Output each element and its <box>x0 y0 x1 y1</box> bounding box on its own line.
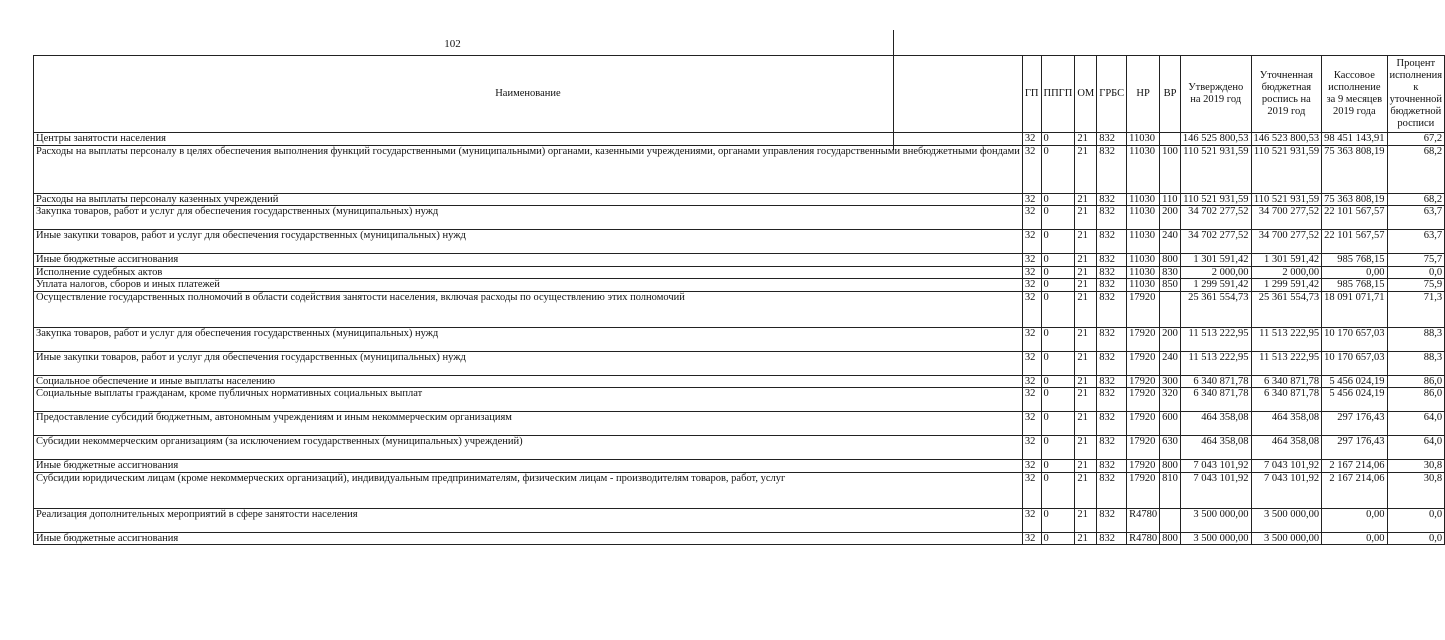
row-gp: 32 <box>1022 460 1041 473</box>
row-nr: 17920 <box>1127 460 1160 473</box>
row-name: Иные бюджетные ассигнования <box>34 254 1023 267</box>
row-approved: 7 043 101,92 <box>1180 460 1251 473</box>
row-nr: 17920 <box>1127 375 1160 388</box>
row-grbs: 832 <box>1097 327 1127 351</box>
row-om: 21 <box>1075 436 1097 460</box>
row-nr: 11030 <box>1127 206 1160 230</box>
row-grbs: 832 <box>1097 375 1127 388</box>
row-percent: 67,2 <box>1387 133 1445 146</box>
row-cash: 18 091 071,71 <box>1322 291 1387 327</box>
row-percent: 86,0 <box>1387 388 1445 412</box>
row-cash: 75 363 808,19 <box>1322 193 1387 206</box>
row-approved: 34 702 277,52 <box>1180 206 1251 230</box>
row-vr: 600 <box>1160 412 1181 436</box>
row-name: Уплата налогов, сборов и иных платежей <box>34 279 1023 292</box>
row-om: 21 <box>1075 460 1097 473</box>
row-vr: 320 <box>1160 388 1181 412</box>
row-vr: 240 <box>1160 230 1181 254</box>
row-nr: 11030 <box>1127 193 1160 206</box>
row-gp: 32 <box>1022 375 1041 388</box>
row-gp: 32 <box>1022 133 1041 146</box>
row-grbs: 832 <box>1097 279 1127 292</box>
row-om: 21 <box>1075 254 1097 267</box>
row-gp: 32 <box>1022 230 1041 254</box>
row-percent: 30,8 <box>1387 472 1445 508</box>
row-refined: 34 700 277,52 <box>1251 206 1322 230</box>
row-cash: 75 363 808,19 <box>1322 145 1387 193</box>
row-refined: 7 043 101,92 <box>1251 460 1322 473</box>
row-cash: 0,00 <box>1322 532 1387 545</box>
row-cash: 5 456 024,19 <box>1322 388 1387 412</box>
row-cash: 10 170 657,03 <box>1322 351 1387 375</box>
row-vr: 240 <box>1160 351 1181 375</box>
row-cash: 10 170 657,03 <box>1322 327 1387 351</box>
row-om: 21 <box>1075 279 1097 292</box>
table-row <box>34 472 1445 508</box>
row-grbs: 832 <box>1097 508 1127 532</box>
row-approved: 3 500 000,00 <box>1180 508 1251 532</box>
column-header-percent: Процент исполнения к уточненной бюджетной росписи <box>1387 56 1445 133</box>
row-ppgp: 0 <box>1041 436 1075 460</box>
column-header-name: Наименование <box>34 56 1023 133</box>
table-row <box>34 279 1445 292</box>
row-refined: 110 521 931,59 <box>1251 193 1322 206</box>
row-percent: 64,0 <box>1387 412 1445 436</box>
row-vr <box>1160 133 1181 146</box>
row-percent: 68,2 <box>1387 145 1445 193</box>
row-nr: 11030 <box>1127 279 1160 292</box>
row-name: Центры занятости населения <box>34 133 1023 146</box>
column-header-ppgp: ППГП <box>1041 56 1075 133</box>
row-percent: 64,0 <box>1387 436 1445 460</box>
row-refined: 11 513 222,95 <box>1251 351 1322 375</box>
row-grbs: 832 <box>1097 254 1127 267</box>
row-ppgp: 0 <box>1041 472 1075 508</box>
row-gp: 32 <box>1022 508 1041 532</box>
row-grbs: 832 <box>1097 145 1127 193</box>
column-header-approved: Утверждено на 2019 год <box>1180 56 1251 133</box>
row-om: 21 <box>1075 351 1097 375</box>
row-gp: 32 <box>1022 291 1041 327</box>
table-row <box>34 230 1445 254</box>
row-vr: 200 <box>1160 206 1181 230</box>
table-row <box>34 133 1445 146</box>
row-name: Осуществление государственных полномочий в области содействия занятости населения, включая расходы по осуществлению этих полномочий <box>34 291 1023 327</box>
table-row <box>34 291 1445 327</box>
row-refined: 3 500 000,00 <box>1251 508 1322 532</box>
row-name: Закупка товаров, работ и услуг для обеспечения государственных (муниципальных) нужд <box>34 327 1023 351</box>
table-row <box>34 206 1445 230</box>
row-nr: 11030 <box>1127 266 1160 279</box>
row-nr: 17920 <box>1127 412 1160 436</box>
row-vr: 800 <box>1160 460 1181 473</box>
row-ppgp: 0 <box>1041 412 1075 436</box>
row-approved: 25 361 554,73 <box>1180 291 1251 327</box>
row-ppgp: 0 <box>1041 145 1075 193</box>
row-om: 21 <box>1075 291 1097 327</box>
row-name: Социальные выплаты гражданам, кроме публичных нормативных социальных выплат <box>34 388 1023 412</box>
table-row <box>34 351 1445 375</box>
row-refined: 1 301 591,42 <box>1251 254 1322 267</box>
row-om: 21 <box>1075 206 1097 230</box>
table-row <box>34 254 1445 267</box>
table-row <box>34 412 1445 436</box>
row-approved: 7 043 101,92 <box>1180 472 1251 508</box>
row-om: 21 <box>1075 133 1097 146</box>
table-row <box>34 532 1445 545</box>
row-grbs: 832 <box>1097 460 1127 473</box>
row-refined: 464 358,08 <box>1251 436 1322 460</box>
row-name: Социальное обеспечение и иные выплаты населению <box>34 375 1023 388</box>
row-vr: 300 <box>1160 375 1181 388</box>
row-gp: 32 <box>1022 351 1041 375</box>
row-name: Субсидии юридическим лицам (кроме некоммерческих организаций), индивидуальным предпринимателям, физическим лицам - производителям товаров, работ, услуг <box>34 472 1023 508</box>
row-gp: 32 <box>1022 193 1041 206</box>
row-nr: 11030 <box>1127 230 1160 254</box>
row-ppgp: 0 <box>1041 133 1075 146</box>
row-om: 21 <box>1075 472 1097 508</box>
row-cash: 2 167 214,06 <box>1322 460 1387 473</box>
row-vr: 800 <box>1160 532 1181 545</box>
row-cash: 5 456 024,19 <box>1322 375 1387 388</box>
row-percent: 63,7 <box>1387 206 1445 230</box>
row-approved: 1 299 591,42 <box>1180 279 1251 292</box>
row-name: Расходы на выплаты персоналу в целях обеспечения выполнения функций государственными (муниципальными) органами, казенными учреждениями, органами управления государственными внебюджетными фондами <box>34 145 1023 193</box>
row-cash: 985 768,15 <box>1322 279 1387 292</box>
row-ppgp: 0 <box>1041 327 1075 351</box>
row-grbs: 832 <box>1097 388 1127 412</box>
row-percent: 88,3 <box>1387 351 1445 375</box>
row-refined: 11 513 222,95 <box>1251 327 1322 351</box>
row-vr: 830 <box>1160 266 1181 279</box>
row-gp: 32 <box>1022 266 1041 279</box>
row-grbs: 832 <box>1097 532 1127 545</box>
row-grbs: 832 <box>1097 351 1127 375</box>
row-approved: 110 521 931,59 <box>1180 193 1251 206</box>
row-grbs: 832 <box>1097 193 1127 206</box>
row-nr: 17920 <box>1127 351 1160 375</box>
row-cash: 0,00 <box>1322 508 1387 532</box>
row-gp: 32 <box>1022 145 1041 193</box>
row-ppgp: 0 <box>1041 254 1075 267</box>
row-om: 21 <box>1075 532 1097 545</box>
row-refined: 34 700 277,52 <box>1251 230 1322 254</box>
row-om: 21 <box>1075 327 1097 351</box>
row-vr: 850 <box>1160 279 1181 292</box>
row-ppgp: 0 <box>1041 266 1075 279</box>
row-om: 21 <box>1075 193 1097 206</box>
row-cash: 2 167 214,06 <box>1322 472 1387 508</box>
row-vr: 810 <box>1160 472 1181 508</box>
row-gp: 32 <box>1022 436 1041 460</box>
row-cash: 0,00 <box>1322 266 1387 279</box>
row-percent: 86,0 <box>1387 375 1445 388</box>
row-percent: 0,0 <box>1387 532 1445 545</box>
table-row <box>34 460 1445 473</box>
column-header-om: ОМ <box>1075 56 1097 133</box>
row-vr: 110 <box>1160 193 1181 206</box>
row-refined: 6 340 871,78 <box>1251 375 1322 388</box>
column-header-gp: ГП <box>1022 56 1041 133</box>
row-om: 21 <box>1075 145 1097 193</box>
row-nr: 17920 <box>1127 291 1160 327</box>
row-percent: 75,7 <box>1387 254 1445 267</box>
column-header-refined: Уточненная бюджетная роспись на 2019 год <box>1251 56 1322 133</box>
row-percent: 71,3 <box>1387 291 1445 327</box>
row-approved: 34 702 277,52 <box>1180 230 1251 254</box>
row-name: Субсидии некоммерческим организациям (за исключением государственных (муниципальных) учреждений) <box>34 436 1023 460</box>
row-approved: 464 358,08 <box>1180 436 1251 460</box>
row-refined: 110 521 931,59 <box>1251 145 1322 193</box>
table-row <box>34 145 1445 193</box>
row-refined: 2 000,00 <box>1251 266 1322 279</box>
row-grbs: 832 <box>1097 206 1127 230</box>
table-row <box>34 193 1445 206</box>
row-vr: 100 <box>1160 145 1181 193</box>
row-percent: 68,2 <box>1387 193 1445 206</box>
row-approved: 2 000,00 <box>1180 266 1251 279</box>
row-cash: 98 451 143,91 <box>1322 133 1387 146</box>
row-ppgp: 0 <box>1041 279 1075 292</box>
row-ppgp: 0 <box>1041 508 1075 532</box>
row-nr: 17920 <box>1127 436 1160 460</box>
row-ppgp: 0 <box>1041 230 1075 254</box>
budget-table <box>33 55 1445 545</box>
row-approved: 6 340 871,78 <box>1180 375 1251 388</box>
row-percent: 0,0 <box>1387 266 1445 279</box>
row-approved: 11 513 222,95 <box>1180 327 1251 351</box>
table-row <box>34 375 1445 388</box>
row-nr: 17920 <box>1127 472 1160 508</box>
row-cash: 297 176,43 <box>1322 436 1387 460</box>
row-grbs: 832 <box>1097 472 1127 508</box>
row-nr: 17920 <box>1127 388 1160 412</box>
row-gp: 32 <box>1022 254 1041 267</box>
row-refined: 25 361 554,73 <box>1251 291 1322 327</box>
row-grbs: 832 <box>1097 291 1127 327</box>
row-cash: 985 768,15 <box>1322 254 1387 267</box>
column-header-vr: ВР <box>1160 56 1181 133</box>
row-gp: 32 <box>1022 206 1041 230</box>
row-gp: 32 <box>1022 327 1041 351</box>
row-grbs: 832 <box>1097 266 1127 279</box>
table-header-row <box>34 56 1445 133</box>
column-header-cash: Кассовое исполнение за 9 месяцев 2019 года <box>1322 56 1387 133</box>
row-name: Предоставление субсидий бюджетным, автономным учреждениям и иным некоммерческим организациям <box>34 412 1023 436</box>
row-vr: 630 <box>1160 436 1181 460</box>
row-ppgp: 0 <box>1041 532 1075 545</box>
row-gp: 32 <box>1022 472 1041 508</box>
row-vr <box>1160 291 1181 327</box>
table-row <box>34 266 1445 279</box>
row-vr <box>1160 508 1181 532</box>
column-header-grbs: ГРБС <box>1097 56 1127 133</box>
row-nr: 11030 <box>1127 133 1160 146</box>
row-name: Иные закупки товаров, работ и услуг для обеспечения государственных (муниципальных) нужд <box>34 230 1023 254</box>
table-row <box>34 388 1445 412</box>
row-approved: 3 500 000,00 <box>1180 532 1251 545</box>
row-cash: 22 101 567,57 <box>1322 206 1387 230</box>
row-grbs: 832 <box>1097 230 1127 254</box>
row-grbs: 832 <box>1097 436 1127 460</box>
table-row <box>34 508 1445 532</box>
row-refined: 7 043 101,92 <box>1251 472 1322 508</box>
row-approved: 1 301 591,42 <box>1180 254 1251 267</box>
column-header-nr: НР <box>1127 56 1160 133</box>
row-grbs: 832 <box>1097 133 1127 146</box>
row-approved: 146 525 800,53 <box>1180 133 1251 146</box>
row-ppgp: 0 <box>1041 193 1075 206</box>
row-grbs: 832 <box>1097 412 1127 436</box>
row-approved: 110 521 931,59 <box>1180 145 1251 193</box>
row-om: 21 <box>1075 508 1097 532</box>
row-refined: 1 299 591,42 <box>1251 279 1322 292</box>
row-om: 21 <box>1075 230 1097 254</box>
row-name: Закупка товаров, работ и услуг для обеспечения государственных (муниципальных) нужд <box>34 206 1023 230</box>
row-refined: 464 358,08 <box>1251 412 1322 436</box>
row-percent: 63,7 <box>1387 230 1445 254</box>
row-ppgp: 0 <box>1041 375 1075 388</box>
table-row <box>34 327 1445 351</box>
row-name: Реализация дополнительных мероприятий в сфере занятости населения <box>34 508 1023 532</box>
row-nr: 11030 <box>1127 145 1160 193</box>
row-gp: 32 <box>1022 388 1041 412</box>
row-vr: 800 <box>1160 254 1181 267</box>
row-refined: 3 500 000,00 <box>1251 532 1322 545</box>
row-nr: R4780 <box>1127 532 1160 545</box>
row-refined: 146 523 800,53 <box>1251 133 1322 146</box>
table-row <box>34 436 1445 460</box>
row-name: Иные бюджетные ассигнования <box>34 460 1023 473</box>
row-ppgp: 0 <box>1041 291 1075 327</box>
row-om: 21 <box>1075 412 1097 436</box>
row-refined: 6 340 871,78 <box>1251 388 1322 412</box>
row-percent: 0,0 <box>1387 508 1445 532</box>
row-approved: 11 513 222,95 <box>1180 351 1251 375</box>
row-ppgp: 0 <box>1041 351 1075 375</box>
row-nr: R4780 <box>1127 508 1160 532</box>
row-nr: 17920 <box>1127 327 1160 351</box>
row-om: 21 <box>1075 388 1097 412</box>
row-approved: 464 358,08 <box>1180 412 1251 436</box>
row-name: Исполнение судебных актов <box>34 266 1023 279</box>
row-percent: 88,3 <box>1387 327 1445 351</box>
row-ppgp: 0 <box>1041 388 1075 412</box>
row-cash: 297 176,43 <box>1322 412 1387 436</box>
row-name: Иные закупки товаров, работ и услуг для обеспечения государственных (муниципальных) нужд <box>34 351 1023 375</box>
row-gp: 32 <box>1022 532 1041 545</box>
row-name: Иные бюджетные ассигнования <box>34 532 1023 545</box>
row-percent: 30,8 <box>1387 460 1445 473</box>
row-gp: 32 <box>1022 412 1041 436</box>
row-nr: 11030 <box>1127 254 1160 267</box>
row-vr: 200 <box>1160 327 1181 351</box>
row-percent: 75,9 <box>1387 279 1445 292</box>
row-approved: 6 340 871,78 <box>1180 388 1251 412</box>
row-gp: 32 <box>1022 279 1041 292</box>
row-om: 21 <box>1075 266 1097 279</box>
row-name: Расходы на выплаты персоналу казенных учреждений <box>34 193 1023 206</box>
page-number: 102 <box>444 38 461 50</box>
row-ppgp: 0 <box>1041 206 1075 230</box>
row-ppgp: 0 <box>1041 460 1075 473</box>
row-cash: 22 101 567,57 <box>1322 230 1387 254</box>
row-om: 21 <box>1075 375 1097 388</box>
